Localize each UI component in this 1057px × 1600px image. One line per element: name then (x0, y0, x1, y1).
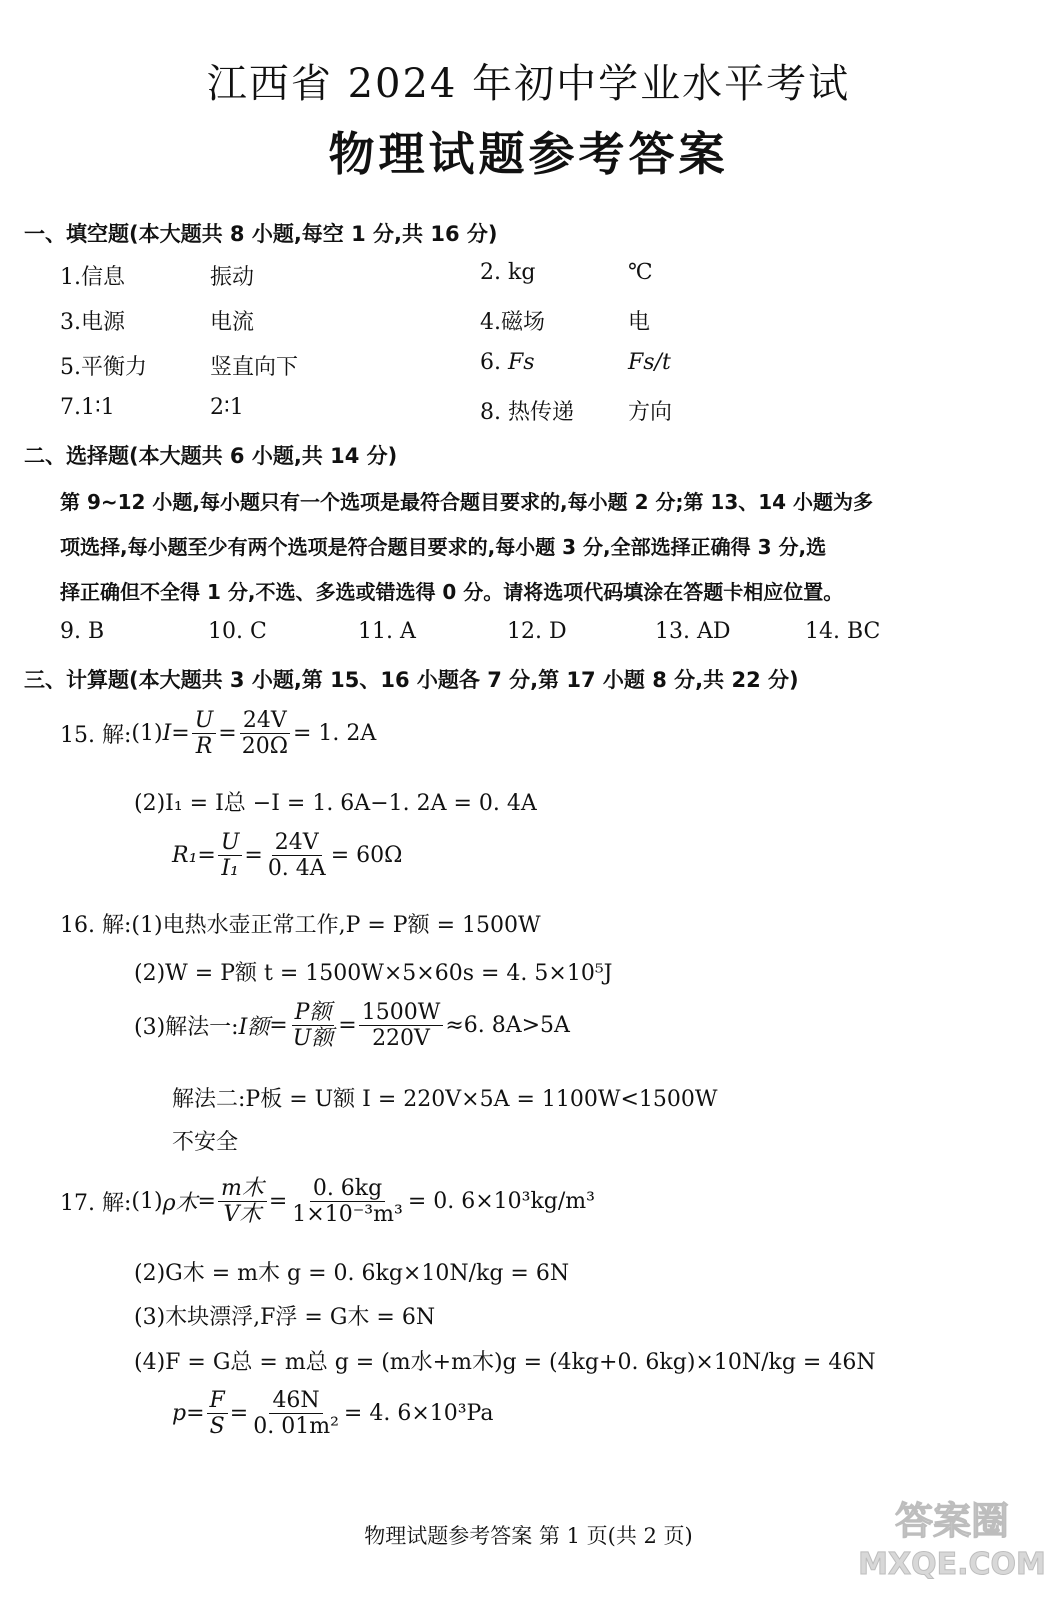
q17-part1: 17. 解: (1) ρ木 = $\frac{\text{m木}}{\text{V木}}$ = $\frac{0. 6kg}{\text{1×10⁻³m³}}$ = 0. 6×10³kg/m³ (60, 1176, 595, 1228)
fill-item-7: 7.1∶1 (60, 395, 115, 420)
choice-answer-11: 11. A (358, 619, 416, 644)
section1-heading: 一、填空题(本大题共 8 小题,每空 1 分,共 16 分) (24, 222, 498, 246)
fill-item-4-b: 电 (628, 310, 651, 335)
choice-answer-13: 13. AD (655, 619, 731, 644)
q16-part2: (2)W = P额 t = 1500W×5×60s = 4. 5×10⁵J (134, 961, 613, 986)
watermark-top: 答案圈 (894, 1499, 1010, 1543)
instruction-line-3: 择正确但不全得 1 分,不选、多选或错选得 0 分。请将选项代码填涂在答题卡相应位置。 (60, 580, 844, 604)
q16-part1: 16. 解:(1)电热水壶正常工作,P = P额 = 1500W (60, 913, 541, 938)
q15-fraction-ur: $\frac{U}{R}$ (192, 708, 217, 760)
q17-part4: (4)F = G总 = m总 g = (m水+m木)g = (4kg+0. 6kg)×10N/kg = 46N (134, 1350, 876, 1375)
fill-item-7-b: 2∶1 (210, 395, 244, 420)
q17-pressure: p = $\frac{F}{S}$ = $\frac{46N}{\text{0. 01m²}}$ = 4. 6×10³Pa (172, 1388, 494, 1440)
instruction-line-1: 第 9~12 小题,每小题只有一个选项是最符合题目要求的,每小题 2 分;第 13、14 小题为多 (60, 490, 874, 514)
q17-part3: (3)木块漂浮,F浮 = G木 = 6N (134, 1305, 436, 1330)
fill-item-6-b: Fs/t (628, 350, 671, 375)
choice-answer-9: 9. B (60, 619, 105, 644)
q16-conclusion: 不安全 (172, 1130, 239, 1155)
q15-fraction-values: $\frac{24V}{20\Omega}$ (241, 708, 288, 760)
choice-answer-10: 10. C (208, 619, 267, 644)
watermark-bottom: MXQE.COM (858, 1547, 1046, 1582)
fill-item-8-b: 方向 (628, 400, 673, 425)
q16-part3-method1: (3)解法一: I额 = $\frac{\text{P额}}{\text{U额}}$ = $\frac{1500W}{220V}$ ≈6. 8A>5A (134, 1000, 570, 1052)
q15-label: 15. 解: (60, 723, 132, 749)
fill-item-3-b: 电流 (210, 310, 255, 335)
section3-heading: 三、计算题(本大题共 3 小题,第 15、16 小题各 7 分,第 17 小题 8 分,共 22 分) (24, 668, 799, 692)
q15-part2-r1: R₁ = $\frac{U}{\text{I₁}}$ = $\frac{24V}{0. 4A}$ = 60Ω (172, 830, 403, 882)
page-footer: 物理试题参考答案 第 1 页(共 2 页) (364, 1524, 693, 1548)
q17-label: 17. 解: (60, 1191, 132, 1217)
fill-item-2: 2. kg (480, 260, 536, 285)
fill-item-5: 5.平衡力 (60, 355, 148, 380)
exam-title: 江西省 2024 年初中学业水平考试 (206, 61, 851, 107)
fill-item-4: 4.磁场 (480, 310, 546, 335)
choice-answer-12: 12. D (507, 619, 567, 644)
fill-item-1: 1.信息 (60, 265, 126, 290)
q17-part2: (2)G木 = m木 g = 0. 6kg×10N/kg = 6N (134, 1261, 570, 1286)
answer-key-title: 物理试题参考答案 (328, 127, 729, 181)
q15-part1: 15. 解: (1) I = $\frac{U}{R}$ = $\frac{24V}{20\Omega}$ = 1. 2A (60, 708, 377, 760)
fill-item-8: 8. 热传递 (480, 400, 575, 425)
instruction-line-2: 项选择,每小题至少有两个选项是符合题目要求的,每小题 3 分,全部选择正确得 3 分,选 (60, 535, 827, 559)
q15-part2: (2)I₁ = I总 −I = 1. 6A−1. 2A = 0. 4A (134, 791, 537, 816)
fill-item-2-b: ℃ (628, 260, 653, 285)
choice-answer-14: 14. BC (805, 619, 881, 644)
q16-label: 16. 解: (60, 913, 132, 938)
fill-item-3: 3.电源 (60, 310, 126, 335)
fill-item-1-b: 振动 (210, 265, 255, 290)
section2-heading: 二、选择题(本大题共 6 小题,共 14 分) (24, 444, 398, 468)
fill-item-6: 6. Fs (480, 350, 535, 375)
fill-item-5-b: 竖直向下 (210, 355, 299, 380)
q16-part3-method2: 解法二:P板 = U额 I = 220V×5A = 1100W<1500W (172, 1087, 718, 1112)
